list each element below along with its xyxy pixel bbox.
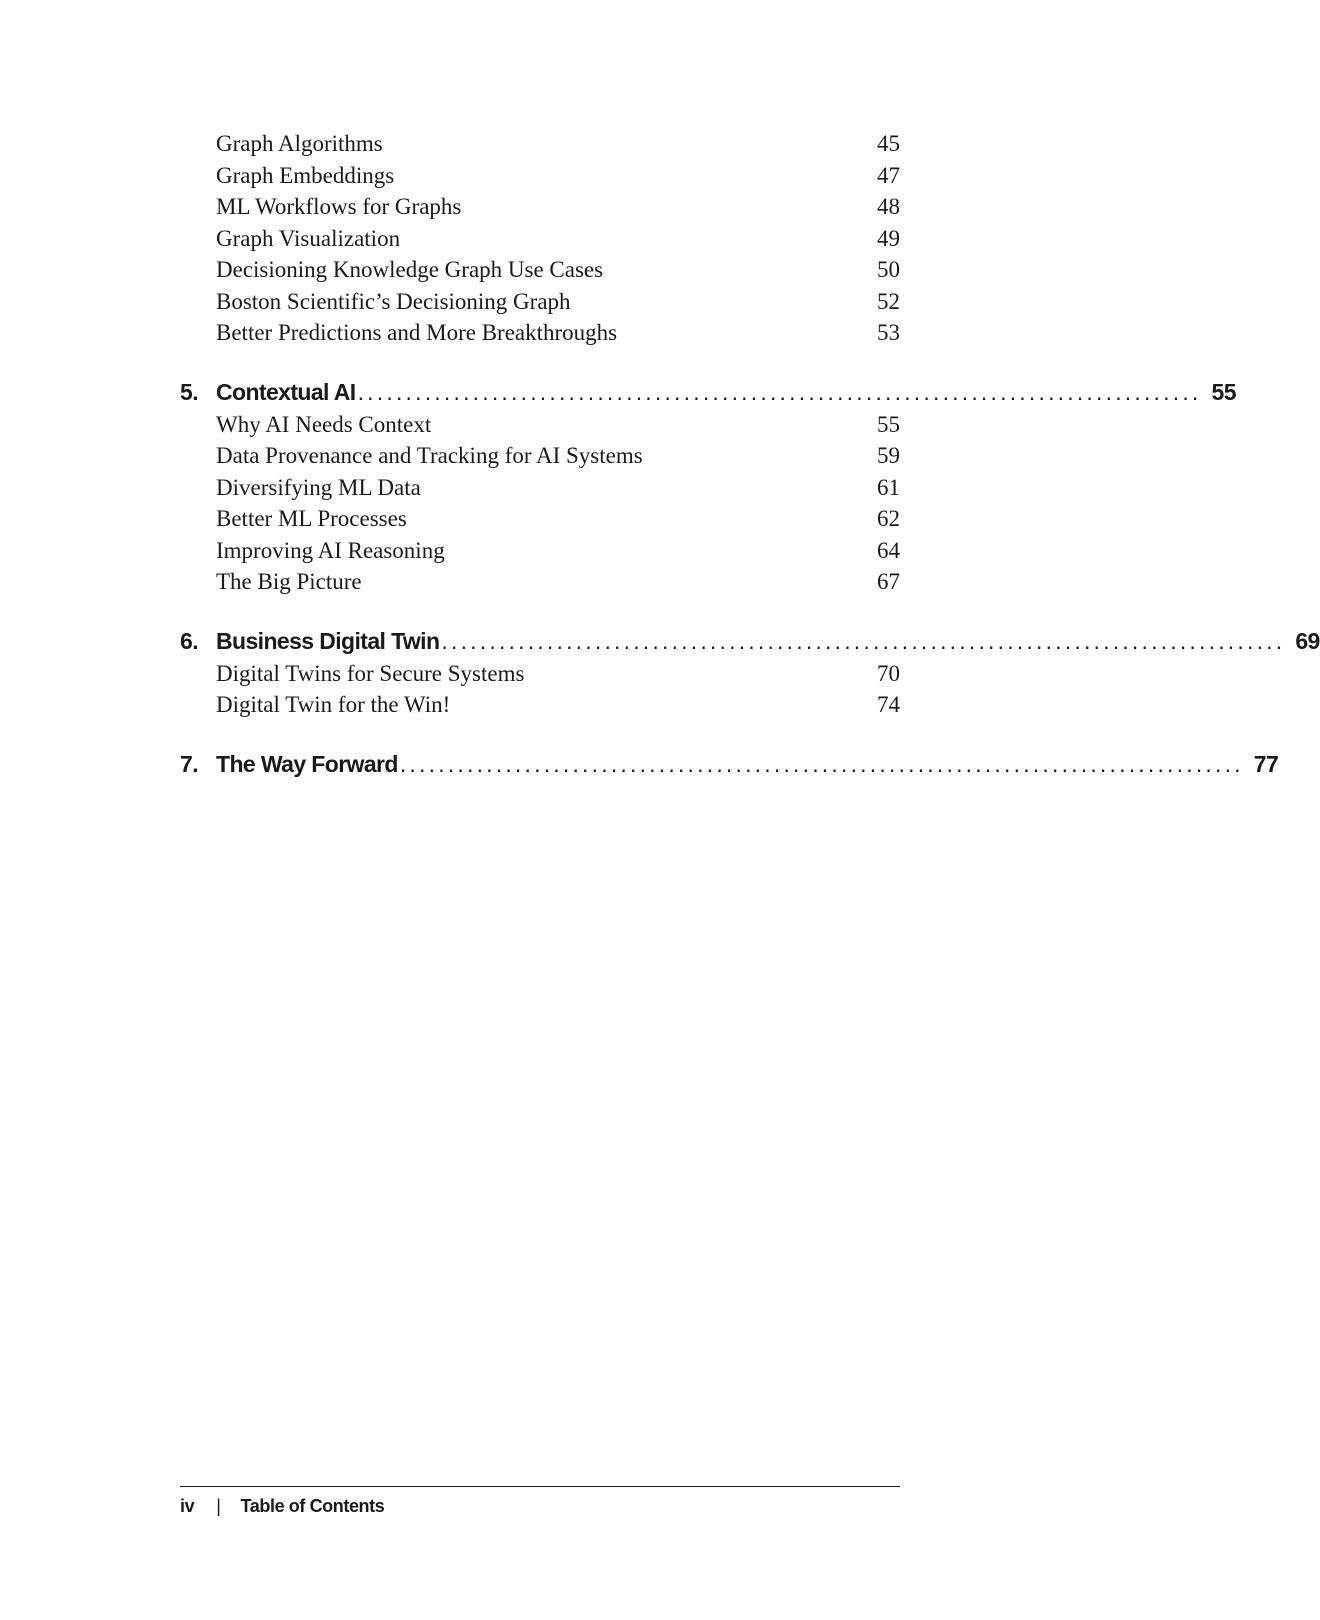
toc-entry[interactable] — [180, 160, 900, 192]
table-of-contents — [180, 128, 1320, 781]
toc-entry[interactable] — [180, 254, 900, 286]
toc-entry-title: Digital Twin for the Win! — [216, 692, 451, 717]
toc-entry-title: Better ML Processes — [216, 506, 407, 531]
chapter-number: 5. — [180, 378, 198, 405]
chapter-page: 69 — [1295, 627, 1320, 654]
toc-entry-page: 52 — [877, 288, 900, 314]
toc-entry-title: Better Predictions and More Breakthroughs — [216, 320, 618, 345]
chapter-page: 55 — [1211, 378, 1236, 405]
toc-entry-title: Diversifying ML Data — [216, 474, 421, 500]
toc-entry-title: Improving AI Reasoning — [216, 537, 445, 563]
page-footer — [180, 1486, 900, 1517]
toc-entry-page: 64 — [877, 537, 900, 563]
toc-entry-page: 48 — [877, 194, 900, 219]
toc-entry-title: Decisioning Knowledge Graph Use Cases — [216, 257, 604, 282]
toc-entry[interactable] — [180, 191, 900, 223]
toc-entry[interactable] — [180, 689, 900, 721]
toc-entry[interactable] — [180, 535, 900, 567]
footer-running-title: Table of Contents — [240, 1496, 385, 1516]
toc-entry[interactable] — [180, 440, 900, 472]
toc-entry-page: 70 — [877, 660, 900, 686]
toc-entry-title: The Big Picture — [216, 569, 362, 594]
toc-entry[interactable] — [180, 317, 900, 349]
toc-entry[interactable] — [180, 566, 900, 598]
dot-leader: ........................................................................................ — [357, 378, 1202, 405]
footer-separator: | — [216, 1496, 221, 1516]
toc-entry-page: 49 — [877, 225, 900, 251]
chapter-number: 6. — [180, 627, 198, 654]
toc-entry-title: Digital Twins for Secure Systems — [216, 660, 525, 686]
toc-entry-title: ML Workflows for Graphs — [216, 194, 462, 219]
toc-entry-page: 67 — [877, 569, 900, 594]
dot-leader: ........................................................................................ — [441, 627, 1286, 654]
toc-entry-title: Data Provenance and Tracking for AI Systems — [216, 443, 643, 468]
toc-entry[interactable] — [180, 503, 900, 535]
chapter-heading-contextual-ai[interactable] — [180, 375, 1236, 409]
toc-entry-page: 59 — [877, 443, 900, 468]
toc-entry-page: 62 — [877, 506, 900, 531]
chapter-page: 77 — [1253, 750, 1279, 777]
chapter-title: Contextual AI — [216, 378, 356, 405]
toc-entry-page: 45 — [877, 131, 900, 156]
toc-entry[interactable] — [180, 286, 900, 318]
toc-entry[interactable] — [180, 472, 900, 504]
toc-entry-page: 61 — [877, 474, 900, 500]
toc-entry-page: 53 — [877, 320, 900, 345]
chapter-title: Business Digital Twin — [216, 627, 440, 654]
toc-entry-page: 74 — [877, 692, 900, 717]
chapter-title: The Way Forward — [216, 750, 398, 777]
dot-leader: ........................................................................................ — [399, 750, 1244, 777]
toc-entry[interactable] — [180, 223, 900, 255]
toc-entry[interactable] — [180, 658, 900, 690]
footer-page-number: iv — [180, 1496, 195, 1516]
toc-entry[interactable] — [180, 128, 900, 160]
toc-entry-title: Graph Visualization — [216, 225, 401, 251]
toc-entry-title: Why AI Needs Context — [216, 411, 432, 437]
toc-entry-title: Boston Scientific’s Decisioning Graph — [216, 288, 571, 314]
toc-entry-title: Graph Algorithms — [216, 131, 383, 156]
toc-entry[interactable] — [180, 409, 900, 441]
toc-entry-title: Graph Embeddings — [216, 162, 395, 188]
chapter-heading-business-digital-twin[interactable] — [180, 624, 1320, 658]
chapter-heading-the-way-forward[interactable] — [180, 747, 1279, 781]
toc-entry-page: 47 — [877, 162, 900, 188]
chapter-number: 7. — [180, 750, 198, 777]
toc-entry-page: 50 — [877, 257, 900, 282]
continued-section-list — [180, 128, 900, 349]
toc-entry-page: 55 — [877, 411, 900, 437]
